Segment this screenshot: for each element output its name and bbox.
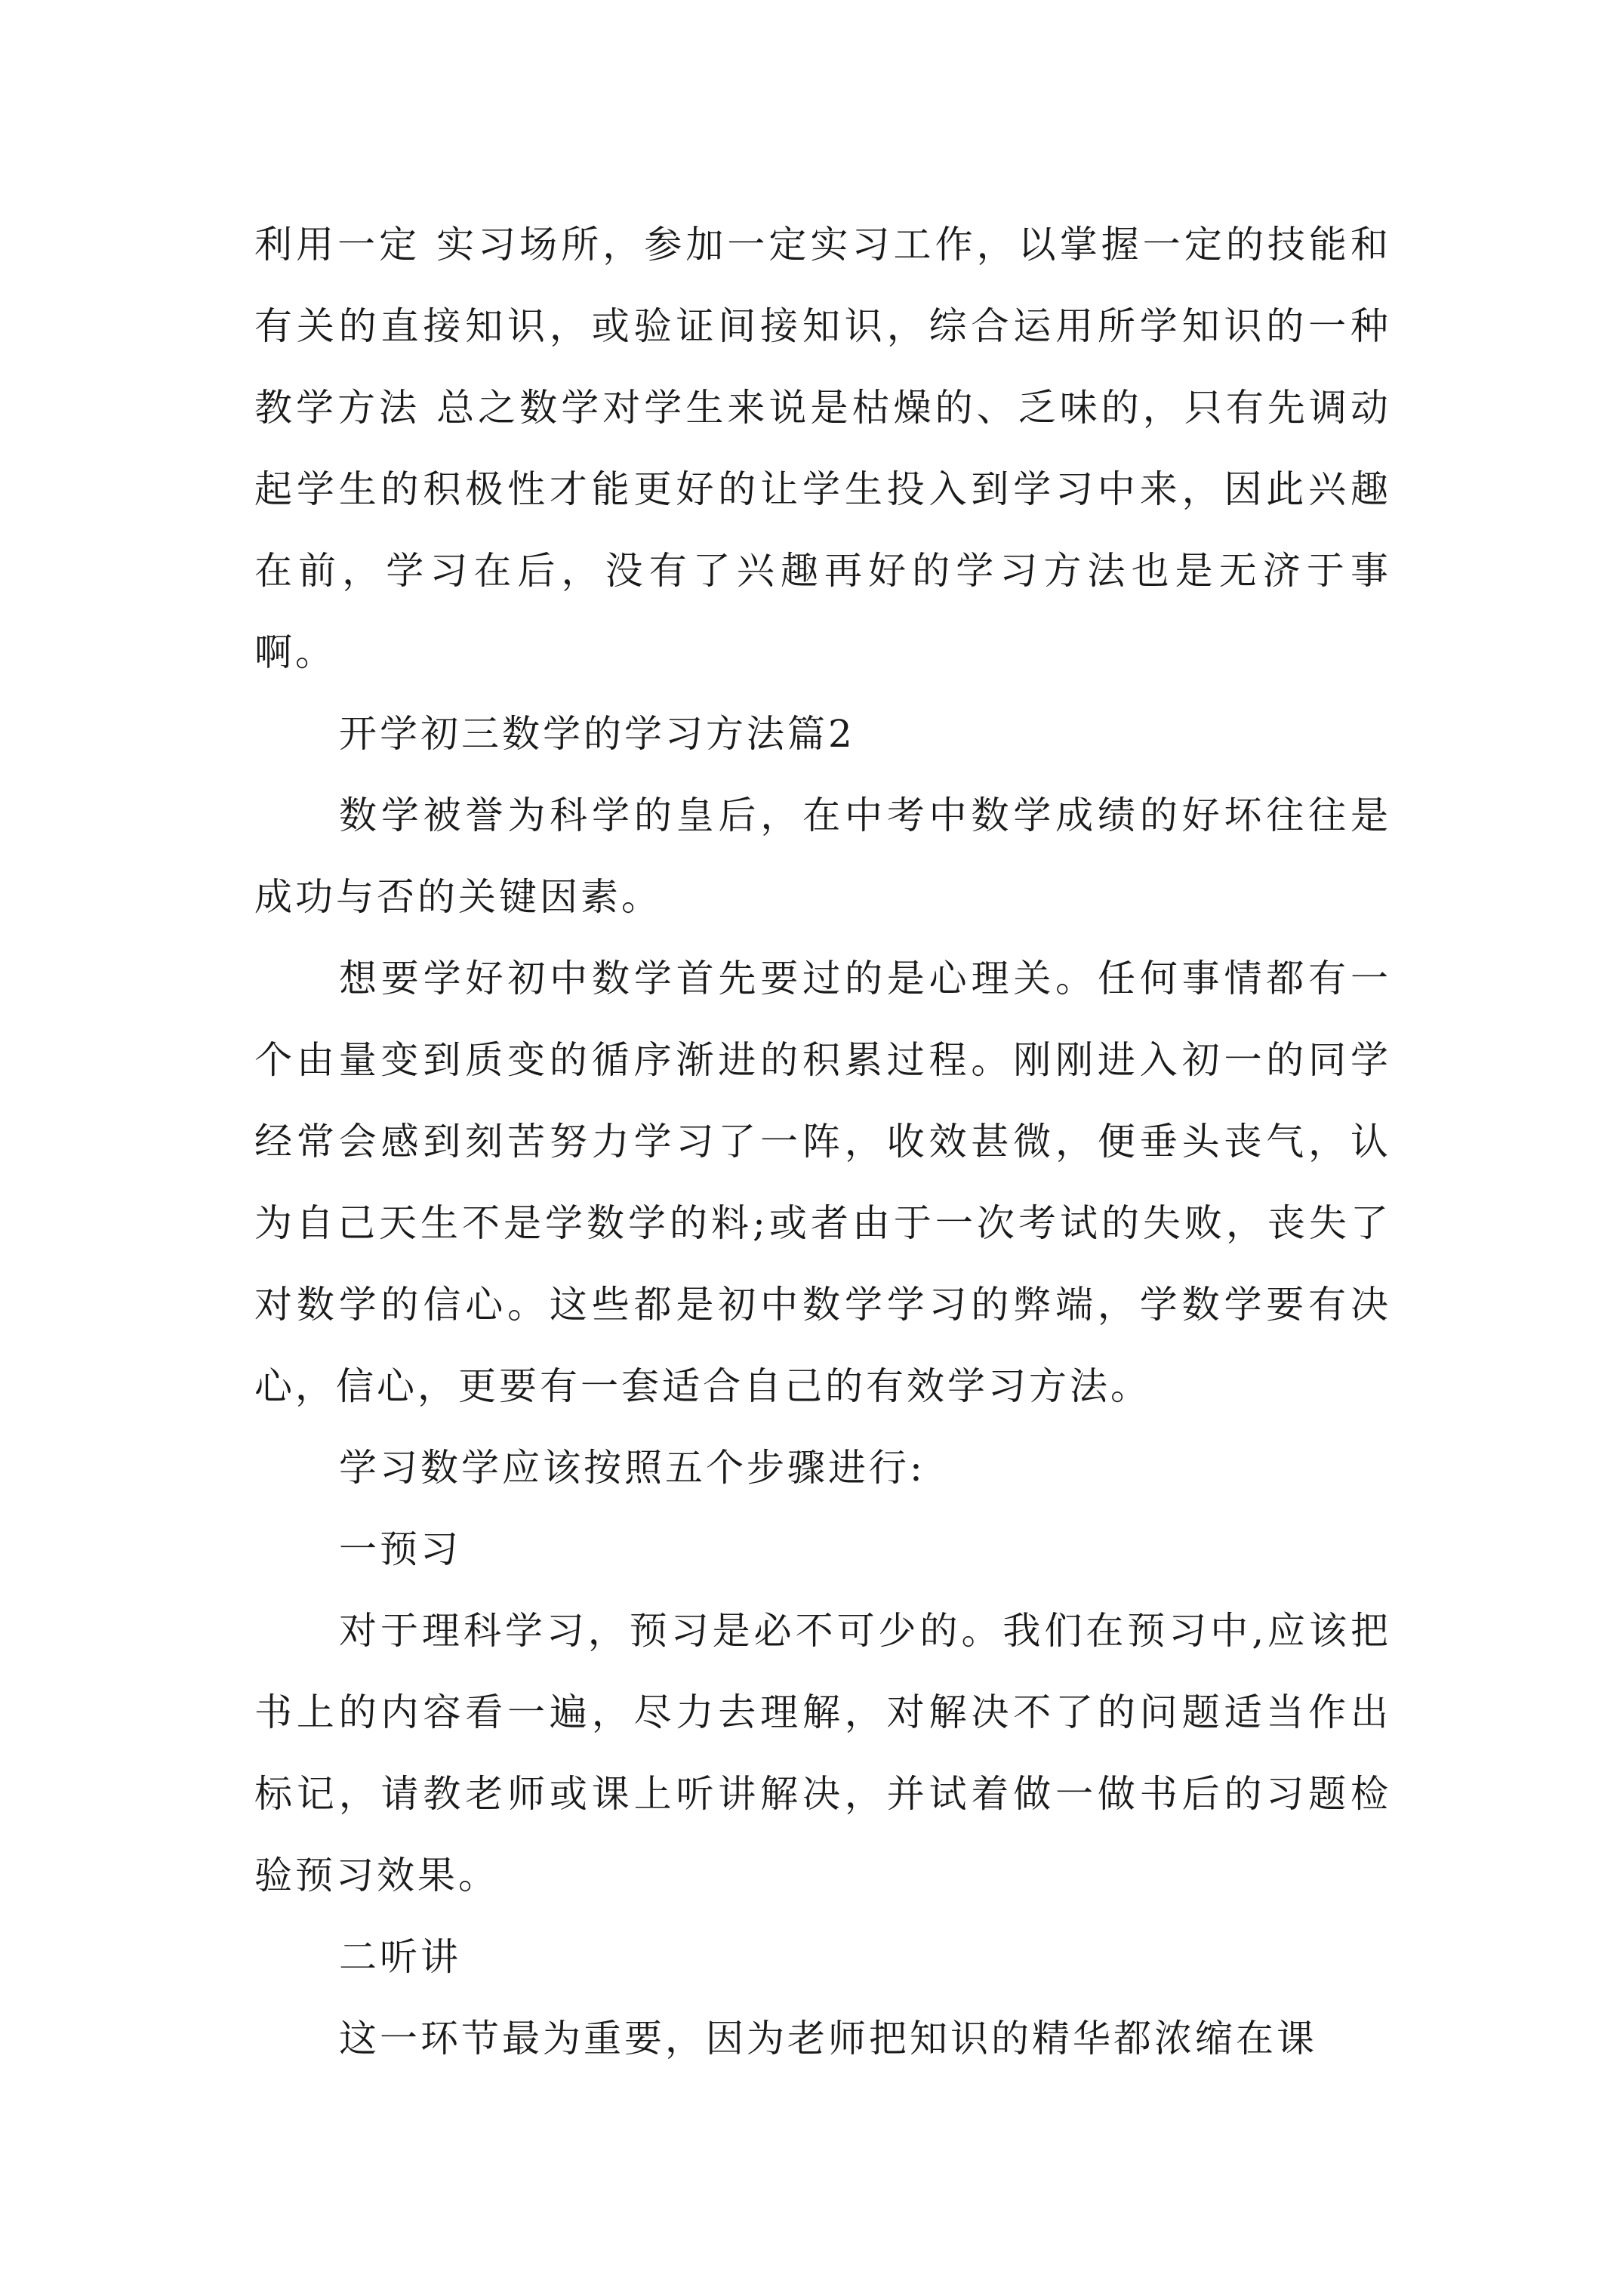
step-heading-preview: 一预习 [339,1527,461,1571]
step-heading-listening: 二听讲 [339,1935,461,1979]
paragraph-preview: 对于理科学习，预习是必不可少的。我们在预习中,应该把书上的内容看一遍，尽力去理解，对解决不了的问题适当作出标记，请教老师或课上听讲解决，并试着做一做书后的习题检验预习效果。 [254,1609,1391,1897]
section-heading-part-2: 开学初三数学的学习方法篇2 [339,712,855,756]
document-body [254,204,1391,2079]
paragraph-math-queen: 数学被誉为科学的皇后，在中考中数学成绩的好坏往往是成功与否的关键因素。 [254,794,1391,919]
paragraph-listening: 这一环节最为重要，因为老师把知识的精华都浓缩在课 [339,2017,1317,2060]
paragraph-five-steps: 学习数学应该按照五个步骤进行: [339,1446,925,1490]
paragraph-psychology: 想要学好初中数学首先要过的是心理关。任何事情都有一个由量变到质变的循序渐进的积累过程。刚刚进入初一的同学经常会感到刻苦努力学习了一阵，收效甚微，便垂头丧气，认为自己天生不是学数学的料;或者由于一次考试的失败，丧失了对数学的信心。这些都是初中数学学习的弊端，学数学要有决心，信心，更要有一套适合自己的有效学习方法。 [254,957,1391,1408]
paragraph-practice-method: 利用一定 实习场所，参加一定实习工作，以掌握一定的技能和有关的直接知识，或验证间接知识，综合运用所学知识的一种教学方法 总之数学对学生来说是枯燥的、乏味的，只有先调动起学生的积极性才能更好的让学生投入到学习中来，因此兴趣在前，学习在后，没有了兴趣再好的学习方法也是无济于事啊。 [254,223,1391,674]
